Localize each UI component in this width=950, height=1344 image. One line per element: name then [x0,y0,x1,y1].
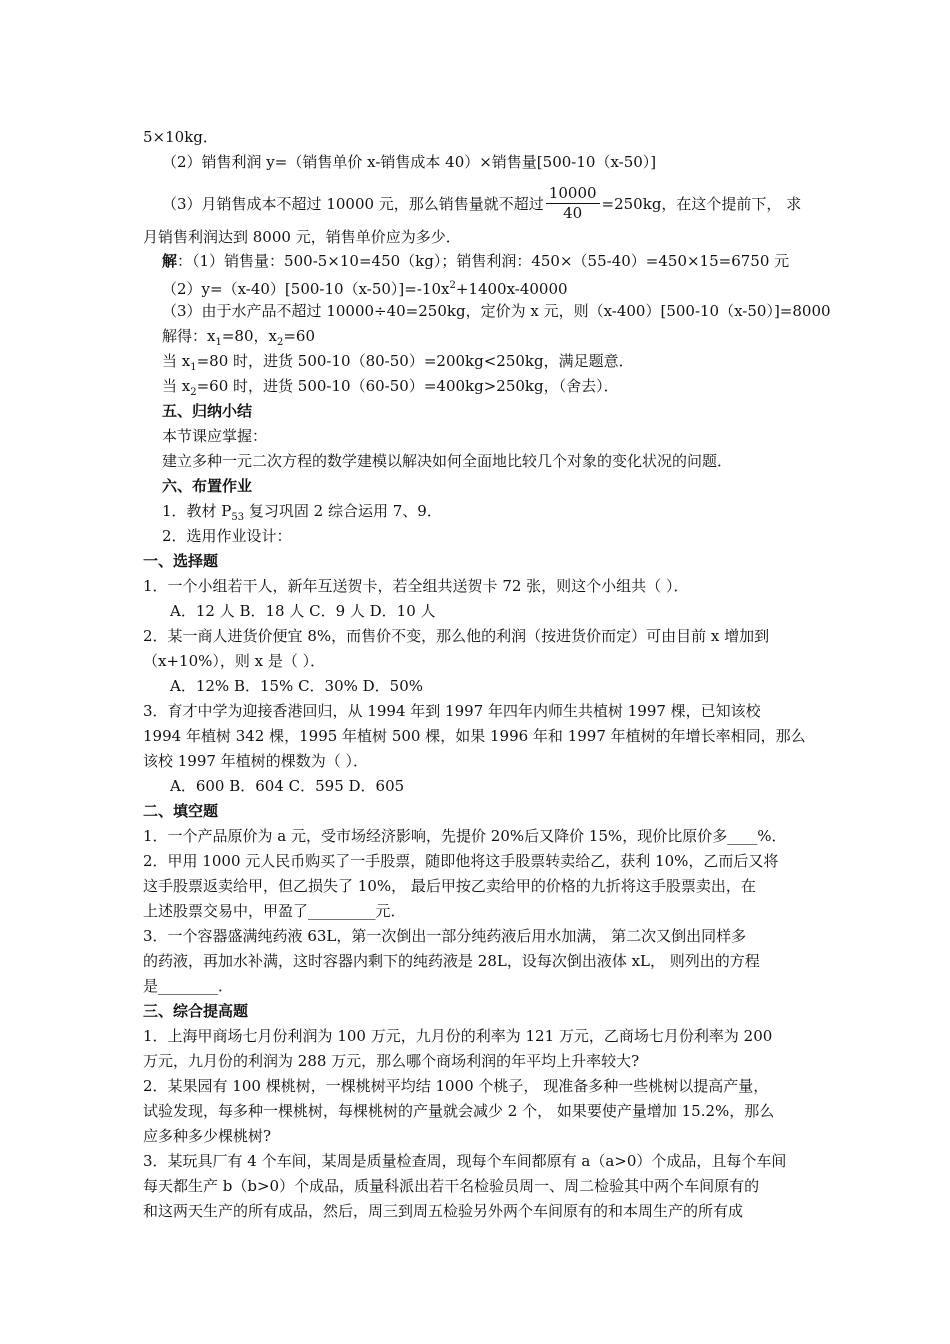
question-line: 该校 1997 年植树的棵数为（ ）． [143,752,368,770]
solution-label: 解 [162,252,178,270]
section-heading: 三、综合提高题 [143,1002,249,1020]
text-segment: （3）月销售成本不超过 10000 元，那么销售量就不超过 [162,195,544,213]
text-line: （3）由于水产品不超过 10000÷40=250kg，定价为 x 元，则（x-400）[500-10（x-50）]=8000 [162,302,831,320]
fraction-denominator: 40 [563,203,583,222]
question-line: 万元，九月份的利润为 288 万元，那么哪个商场利润的年平均上升率较大? [143,1052,640,1070]
question-line: 3．一个容器盛满纯药液 63L，第一次倒出一部分纯药液后用水加满， 第二次又倒出同样多 [143,927,747,945]
subscript: 2 [276,337,284,348]
text-line [162,351,832,378]
question-line: 上述股票交易中，甲盈了_________元． [143,902,406,920]
question-line: 是________． [143,977,234,995]
question-line: 1994 年植树 342 棵，1995 年植树 500 棵，如果 1996 年和 1997 年植树的年增长率相同，那么 [143,727,806,745]
answer-options: A．12 人 B．18 人 C．9 人 D．10 人 [170,602,436,620]
subscript: 53 [231,512,245,523]
text-line [162,376,832,403]
question-line: 试验发现，每多种一棵桃树，每棵桃树的产量就会减少 2 个， 如果要使产量增加 15.2%，那么 [143,1102,775,1120]
question-line: 这手股票返卖给甲，但乙损失了 10%， 最后甲按乙卖给甲的价格的九折将这手股票卖出，在 [143,877,756,895]
text-segment: =250kg，在这个提前下， 求 [601,195,802,213]
question-line: 1．一个小组若干人，新年互送贺卡，若全组共送贺卡 72 张，则这个小组共（ ）． [143,577,689,595]
question-line: 1．一个产品原价为 a 元，受市场经济影响，先提价 20%后又降价 15%，现价比原价多____%． [143,827,787,845]
text-segment: ：（1）销售量：500-5×10=450（kg）；销售利润：450×（55-40）=450×15=6750 元 [177,252,790,270]
fraction-numerator: 10000 [546,184,600,204]
text-line [162,501,832,528]
text-line-with-fraction [162,185,832,225]
question-line: 的药液，再加水补满，这时容器内剩下的纯药液是 28L，设每次倒出液体 xL， 则列出的方程 [143,952,760,970]
text-segment: 当 x [162,377,191,395]
answer-options: A．12% B．15% C．30% D．50% [170,677,424,695]
text-segment: 复习巩固 2 综合运用 7、9． [244,502,442,520]
question-line: 2．某一商人进货价便宜 8%，而售价不变，那么他的利润（按进货价而定）可由目前 x 增加到 [143,627,770,645]
question-line: 2．某果园有 100 棵桃树，一棵桃树平均结 1000 个桃子， 现准备多种一些桃树以提高产量， [143,1077,769,1095]
text-line: 月销售利润达到 8000 元，销售单价应为多少． [143,228,461,246]
text-line: 本节课应掌握： [162,427,268,445]
section-heading: 一、选择题 [143,552,219,570]
section-heading: 六、布置作业 [162,477,253,495]
solution-line [162,251,832,271]
section-heading: 五、归纳小结 [162,402,253,420]
text-segment: 当 x [162,352,191,370]
fraction [546,184,600,223]
text-segment: =60 时，进货 500-10（60-50）=400kg>250kg，（舍去）． [196,377,619,395]
question-line: 3．育才中学为迎接香港回归，从 1994 年到 1997 年四年内师生共植树 1997 棵，已知该校 [143,702,761,720]
text-segment: +1400x-40000 [455,280,568,298]
subscript: 1 [215,337,222,348]
text-segment: =80，x [221,327,277,345]
text-segment: （2）y=（x-40）[500-10（x-50）]=-10x [162,280,450,298]
text-segment: =80 时，进货 500-10（80-50）=200kg<250kg，满足题意． [196,352,634,370]
superscript: 2 [449,280,456,291]
question-line: 3．某玩具厂有 4 个车间，某周是质量检查周，现每个车间都原有 a（a>0）个成品，且每个车间 [143,1152,787,1170]
subscript: 1 [190,362,197,373]
text-segment: 解得：x [162,327,216,345]
question-line: 应多种多少棵桃树? [143,1127,272,1145]
question-line: （x+10%），则 x 是（ ）． [143,652,326,670]
answer-options: A．600 B．604 C．595 D．605 [170,777,405,795]
text-segment: =60 [283,327,315,345]
question-line: 2．甲用 1000 元人民币购买了一手股票，随即他将这手股票转卖给乙，获利 10%，乙而后又将 [143,852,779,870]
question-line: 1．上海甲商场七月份利润为 100 万元，九月份的利率为 121 万元，乙商场七月份利率为 200 [143,1027,773,1045]
question-line: 和这两天生产的所有成品，然后，周三到周五检验另外两个车间原有的和本周生产的所有成 [143,1202,744,1220]
text-line [162,326,832,353]
text-line [162,276,832,299]
question-line: 每天都生产 b（b>0）个成品，质量科派出若干名检验员周一、周二检验其中两个车间原有的 [143,1177,760,1195]
subscript: 2 [190,387,197,398]
section-heading: 二、填空题 [143,802,219,820]
text-line: 2．选用作业设计： [162,527,292,545]
text-line: 建立多种一元二次方程的数学建模以解决如何全面地比较几个对象的变化状况的问题． [162,452,733,470]
text-line: （2）销售利润 y=（销售单价 x-销售成本 40）×销售量[500-10（x-50）] [162,153,657,171]
text-line: 5×10kg． [143,128,218,146]
text-segment: 1．教材 P [162,502,232,520]
